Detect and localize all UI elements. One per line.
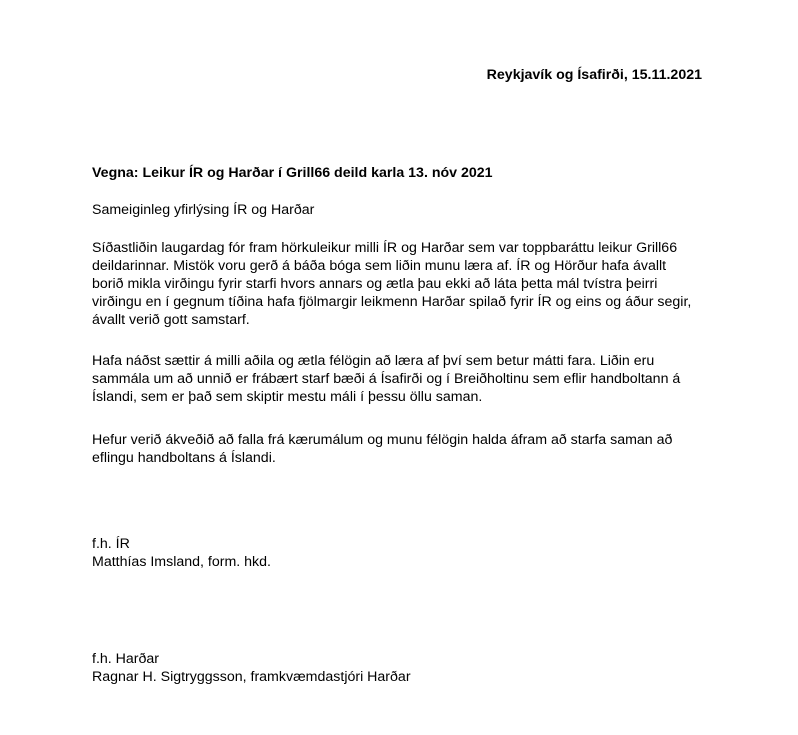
paragraph-line: virðingu en í gegnum tíðina hafa fjölmargir leikmenn Harðar spilað fyrir ÍR og eins og áður segir, — [92, 294, 692, 310]
place-date: Reykjavík og Ísafirði, 15.11.2021 — [486, 67, 702, 83]
subject-line: Vegna: Leikur ÍR og Harðar í Grill66 deild karla 13. nóv 2021 — [92, 165, 493, 181]
paragraph-line: eflingu handboltans á Íslandi. — [92, 450, 276, 466]
paragraph-2 — [92, 352, 732, 406]
signature-name: Ragnar H. Sigtryggsson, framkvæmdastjóri Harðar — [92, 669, 411, 685]
signature-on-behalf: f.h. ÍR — [92, 536, 130, 552]
intro-text: Sameiginleg yfirlýsing ÍR og Harðar — [92, 202, 315, 218]
signature-ir — [92, 535, 732, 571]
paragraph-line: ávallt verið gott samstarf. — [92, 312, 250, 328]
paragraph-line: Síðastliðin laugardag fór fram hörkuleikur milli ÍR og Harðar sem var toppbaráttu leikur Grill66 — [92, 240, 678, 256]
signature-hordur — [92, 650, 732, 686]
paragraph-3 — [92, 431, 732, 467]
paragraph-1 — [92, 239, 732, 329]
paragraph-line: Hefur verið ákveðið að falla frá kærumálum og munu félögin halda áfram að starfa saman að — [92, 432, 673, 448]
signature-name: Matthías Imsland, form. hkd. — [92, 554, 271, 570]
intro-line — [92, 201, 732, 219]
paragraph-line: borið mikla virðingu fyrir starfi hvors annars og ætla þau ekki að láta þetta mál tvístra þeirri — [92, 276, 658, 292]
paragraph-line: deildarinnar. Mistök voru gerð á báða bóga sem liðin munu læra af. ÍR og Hörður hafa ávallt — [92, 258, 667, 274]
paragraph-line: Hafa náðst sættir á milli aðila og ætla félögin að læra af því sem betur mátti fara. Liðin eru — [92, 353, 655, 369]
signature-on-behalf: f.h. Harðar — [92, 651, 160, 667]
paragraph-line: Íslandi, sem er það sem skiptir mestu máli í þessu öllu saman. — [92, 389, 483, 405]
paragraph-line: sammála um að unnið er frábært starf bæði á Ísafirði og í Breiðholtinu sem eflir handboltann á — [92, 371, 681, 387]
